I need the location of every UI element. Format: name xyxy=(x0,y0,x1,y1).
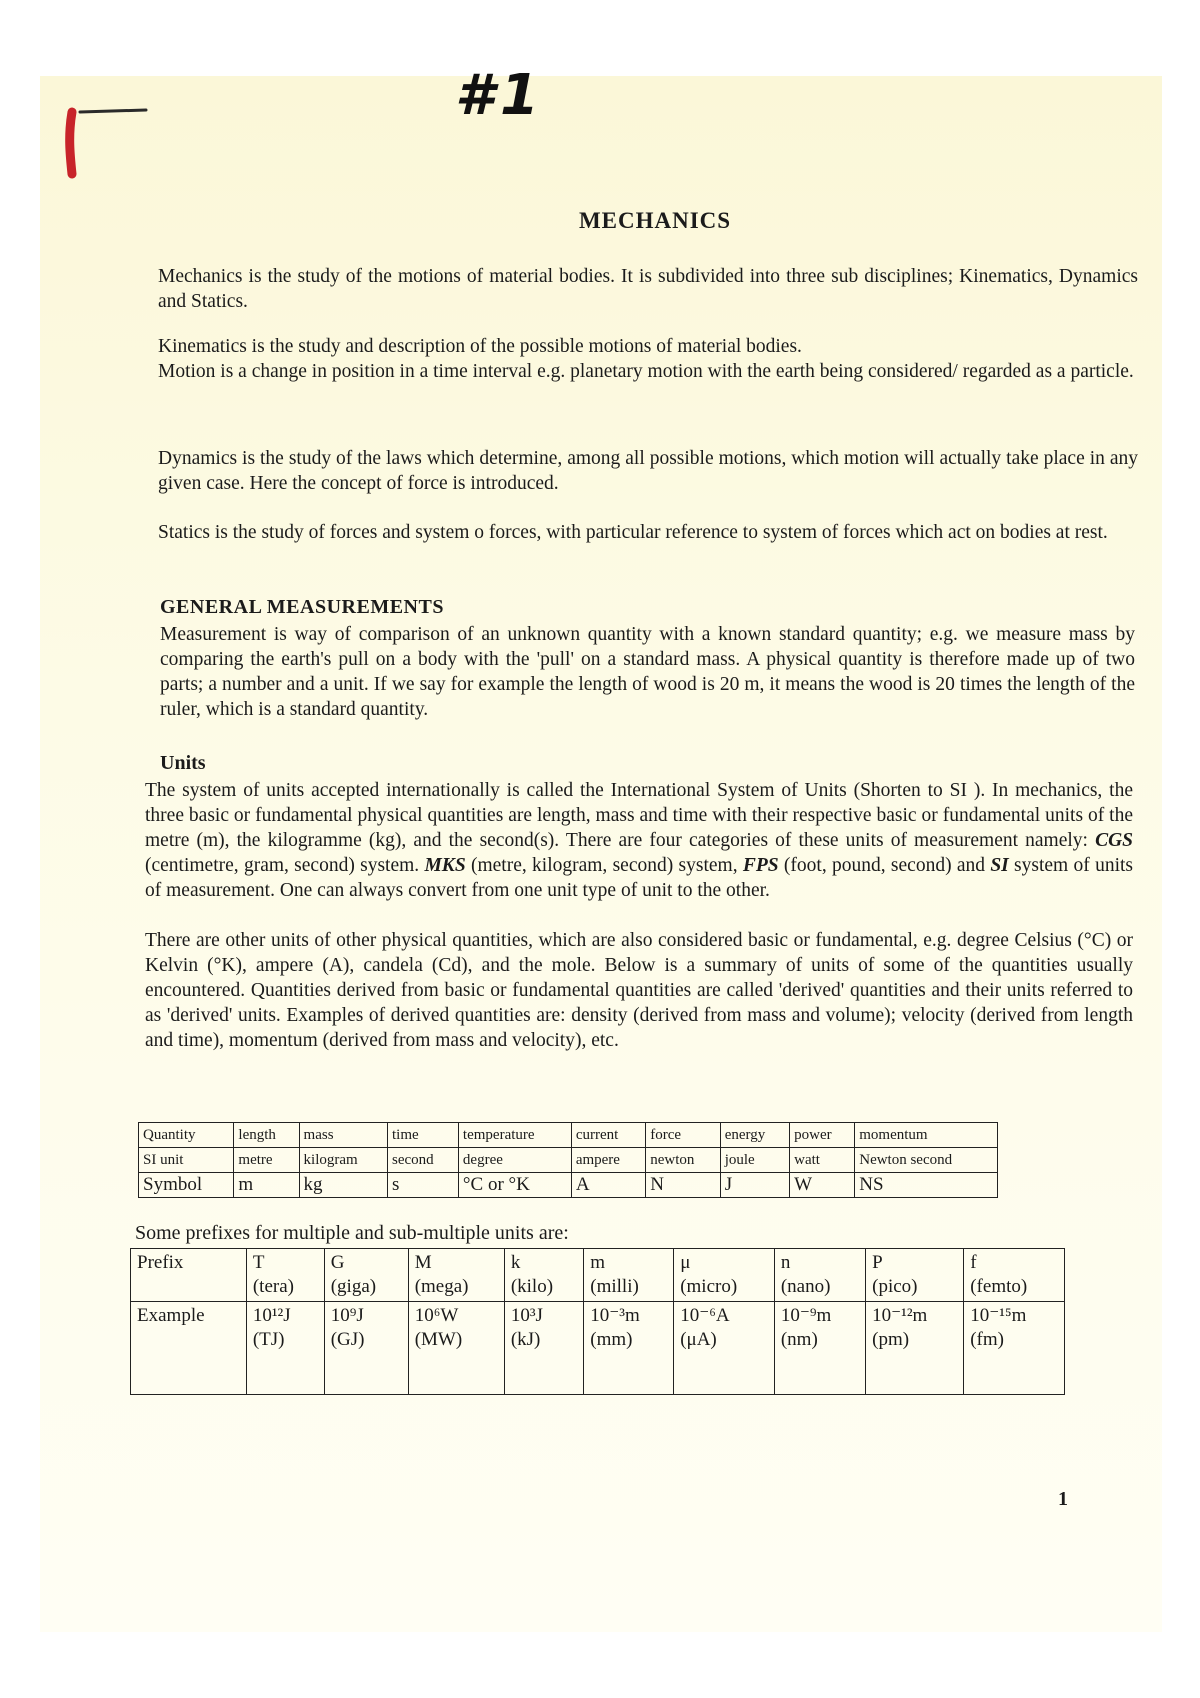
mks-term: MKS xyxy=(424,855,466,876)
units-table-cell: metre xyxy=(234,1148,299,1173)
units-table-cell: force xyxy=(646,1123,720,1148)
prefix-name: (micro) xyxy=(680,1276,738,1297)
units-table-cell: length xyxy=(234,1123,299,1148)
prefix-cell xyxy=(324,1249,408,1302)
kinematics-definition: Kinematics is the study and description of the possible motions of material bodies. xyxy=(158,336,802,357)
prefix-symbol: k xyxy=(510,1252,521,1273)
units-heading: Units xyxy=(160,752,206,774)
units-table-cell: power xyxy=(790,1123,855,1148)
units-text-e: system of units of measurement. One can always convert from one unit type of unit to the other. xyxy=(145,855,1133,901)
units-table-cell: Newton second xyxy=(855,1148,998,1173)
units-table-cell: second xyxy=(387,1148,458,1173)
example-value: 10⁹J xyxy=(330,1305,364,1326)
example-cell xyxy=(674,1302,775,1395)
units-table-cell: temperature xyxy=(458,1123,571,1148)
example-value: 10⁻⁹m xyxy=(780,1305,832,1326)
prefix-name: (femto) xyxy=(970,1276,1028,1297)
prefix-symbol: n xyxy=(780,1252,791,1273)
example-unit: (mm) xyxy=(590,1329,633,1350)
prefix-caption: Some prefixes for multiple and sub-multiple units are: xyxy=(135,1222,569,1244)
prefix-cell xyxy=(674,1249,775,1302)
units-table-cell: m xyxy=(234,1173,299,1198)
statics-paragraph: Statics is the study of forces and system o forces, with particular reference to system of forces which act on bodies at rest. xyxy=(158,522,1108,543)
example-unit: (pm) xyxy=(872,1329,910,1350)
example-unit: (fm) xyxy=(970,1329,1004,1350)
prefix-symbol: m xyxy=(590,1252,606,1273)
prefix-row-label: Prefix xyxy=(131,1249,247,1302)
units-table-cell: °C or °K xyxy=(458,1173,571,1198)
prefix-cell xyxy=(504,1249,583,1302)
example-cell xyxy=(246,1302,324,1395)
units-table-cell: time xyxy=(387,1123,458,1148)
prefix-name: (giga) xyxy=(330,1276,377,1297)
units-table-row-label: SI unit xyxy=(139,1148,234,1173)
example-unit: (μA) xyxy=(680,1329,717,1350)
prefix-symbol: M xyxy=(414,1252,432,1273)
example-unit: (GJ) xyxy=(330,1329,365,1350)
prefix-cell xyxy=(408,1249,504,1302)
units-text-b: (centimetre, gram, second) system. xyxy=(145,855,425,876)
units-table-cell: W xyxy=(790,1173,855,1198)
kinematics-paragraph xyxy=(158,334,1138,384)
example-unit: (TJ) xyxy=(252,1329,285,1350)
units-table-cell: energy xyxy=(720,1123,789,1148)
units-table-cell: NS xyxy=(855,1173,998,1198)
units-table-cell: ampere xyxy=(571,1148,645,1173)
example-cell xyxy=(774,1302,865,1395)
prefix-cell xyxy=(774,1249,865,1302)
prefix-name: (milli) xyxy=(590,1276,639,1297)
si-term: SI xyxy=(990,855,1009,876)
units-table-cell: joule xyxy=(720,1148,789,1173)
prefix-cell xyxy=(246,1249,324,1302)
prefix-row xyxy=(131,1249,1065,1302)
units-table-cell: N xyxy=(646,1173,720,1198)
motion-definition: Motion is a change in position in a time interval e.g. planetary motion with the earth being considered/ regarded as a particle. xyxy=(158,361,1134,382)
example-value: 10⁻³m xyxy=(590,1305,640,1326)
cgs-term: CGS xyxy=(1095,830,1133,851)
example-unit: (kJ) xyxy=(510,1329,541,1350)
units-table-cell: kilogram xyxy=(299,1148,387,1173)
example-cell xyxy=(324,1302,408,1395)
units-text-a: The system of units accepted internationally is called the International System of Units (Shorten to SI ). In mechanics, the three basic or fundamental physical quantities are length, mass and time with their respective basic or fundamental units of the metre (m), the kilogramme (kg), and the second(s). There are four categories of these units of measurement namely: xyxy=(145,780,1133,851)
units-table-cell: degree xyxy=(458,1148,571,1173)
example-cell xyxy=(408,1302,504,1395)
units-table-row xyxy=(139,1123,998,1148)
fps-term: FPS xyxy=(742,855,779,876)
units-table-cell: momentum xyxy=(855,1123,998,1148)
example-row xyxy=(131,1302,1065,1395)
page-title: MECHANICS xyxy=(578,208,732,233)
red-pen-mark-icon xyxy=(58,100,148,180)
example-cell xyxy=(866,1302,964,1395)
example-value: 10³J xyxy=(510,1305,543,1326)
units-table-row xyxy=(139,1148,998,1173)
prefix-symbol: μ xyxy=(680,1252,691,1273)
intro-paragraph: Mechanics is the study of the motions of material bodies. It is subdivided into three sub disciplines; Kinematics, Dynamics and Statics. xyxy=(158,266,1138,312)
units-table-cell: newton xyxy=(646,1148,720,1173)
units-paragraph-1 xyxy=(145,778,1133,903)
units-table-cell: kg xyxy=(299,1173,387,1198)
prefix-table xyxy=(130,1248,1065,1395)
example-cell xyxy=(504,1302,583,1395)
example-value: 10¹²J xyxy=(252,1305,291,1326)
units-table-row xyxy=(139,1173,998,1198)
example-cell xyxy=(964,1302,1065,1395)
units-table-cell: A xyxy=(571,1173,645,1198)
example-value: 10⁻¹⁵m xyxy=(970,1305,1027,1326)
prefix-symbol: P xyxy=(872,1252,883,1273)
handwritten-number-mark: #1 xyxy=(455,63,545,128)
example-row-label: Example xyxy=(131,1302,247,1395)
dynamics-paragraph: Dynamics is the study of the laws which determine, among all possible motions, which motion will actually take place in any given case. Here the concept of force is introduced. xyxy=(158,448,1138,494)
units-table-row-label: Quantity xyxy=(139,1123,234,1148)
prefix-name: (kilo) xyxy=(510,1276,554,1297)
units-table-cell: watt xyxy=(790,1148,855,1173)
units-table-cell: mass xyxy=(299,1123,387,1148)
units-table-cell: s xyxy=(387,1173,458,1198)
prefix-symbol: T xyxy=(252,1252,265,1273)
units-text-d: (foot, pound, second) and xyxy=(778,855,991,876)
example-value: 10⁶W xyxy=(414,1305,459,1326)
example-unit: (MW) xyxy=(414,1329,463,1350)
units-table-cell: J xyxy=(720,1173,789,1198)
page-number: 1 xyxy=(1058,1488,1068,1510)
prefix-name: (pico) xyxy=(872,1276,918,1297)
units-table-row-label: Symbol xyxy=(139,1173,234,1198)
prefix-cell xyxy=(964,1249,1065,1302)
prefix-cell xyxy=(866,1249,964,1302)
measurement-paragraph: Measurement is way of comparison of an unknown quantity with a known standard quantity; e.g. we measure mass by comparing the earth's pull on a body with the 'pull' on a standard mass. A physical quantity is therefore made up of two parts; a number and a unit. If we say for example the length of wood is 20 m, it means the wood is 20 times the length of the ruler, which is a standard quantity. xyxy=(160,624,1135,720)
example-value: 10⁻¹²m xyxy=(872,1305,928,1326)
prefix-name: (tera) xyxy=(252,1276,294,1297)
prefix-symbol: f xyxy=(970,1252,977,1273)
prefix-symbol: G xyxy=(330,1252,345,1273)
example-value: 10⁻⁶A xyxy=(680,1305,730,1326)
prefix-name: (nano) xyxy=(780,1276,831,1297)
units-table-cell: current xyxy=(571,1123,645,1148)
example-unit: (nm) xyxy=(780,1329,818,1350)
prefix-cell xyxy=(584,1249,674,1302)
example-cell xyxy=(584,1302,674,1395)
general-measurements-heading: GENERAL MEASUREMENTS xyxy=(160,596,444,618)
prefix-name: (mega) xyxy=(414,1276,469,1297)
units-text-c: (metre, kilogram, second) system, xyxy=(465,855,743,876)
units-paragraph-2: There are other units of other physical quantities, which are also considered basic or fundamental, e.g. degree Celsius (°C) or Kelvin (°K), ampere (A), candela (Cd), and the mole. Below is a summary of units of some of the quantities usually encountered. Quantities derived from basic or fundamental quantities are called 'derived' quantities and their units referred to as 'derived' units. Examples of derived quantities are: density (derived from mass and volume); velocity (derived from length and time), momentum (derived from mass and velocity), etc. xyxy=(145,930,1133,1051)
units-summary-table xyxy=(138,1122,998,1198)
